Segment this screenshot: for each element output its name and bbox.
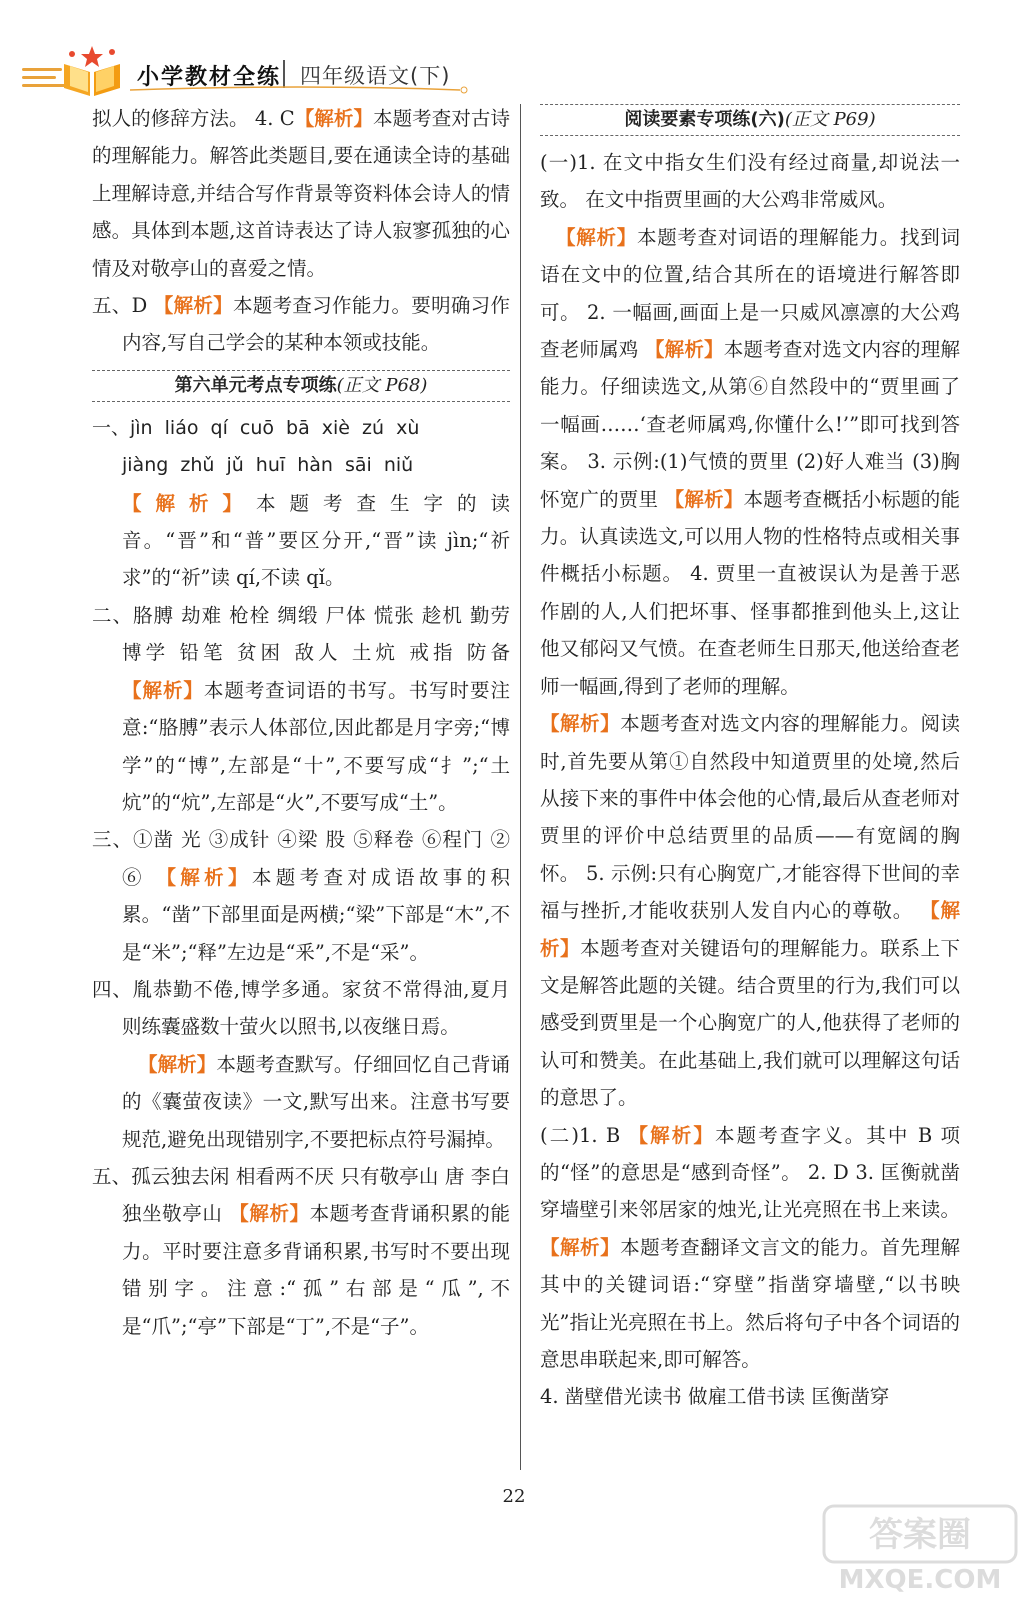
right-column: [540, 100, 960, 1416]
header-subtitle: 四年级语文(下): [300, 64, 451, 88]
answer-para: 三、①凿 光 ③成针 ④梁 股 ⑤释卷 ⑥程门 ② ⑥ 【解析】本题考查对成语故事的积累。“凿”下部里面是两横;“梁”下部是“木”,不是“米”;“释”左边是“釆”,不是“采”。: [92, 828, 510, 964]
column-divider: [520, 104, 521, 1470]
page-number: 22: [502, 1486, 526, 1507]
header-title: 小学教材全练: [137, 65, 282, 90]
answer-para: 五、孤云独去闲 相看两不厌 只有敬亭山 唐 李白 独坐敬亭山 【解析】本题考查背诵积累的能力。平时要注意多背诵积累,书写时不要出现错别字。注意:“孤”右部是“瓜”,不是“爪”;“亭”下部是“丁”,不是“子”。: [92, 1164, 510, 1338]
answer-para: 4. 凿壁借光读书 做雇工借书读 匡衡凿穿: [540, 1385, 890, 1409]
pinyin-line: 一、jìn liáo qí cuō bā xiè zú xù: [92, 416, 420, 439]
header-underline-curve: [130, 82, 470, 96]
left-column: [92, 100, 510, 1345]
answer-para: 二、胳膊 劫难 枪栓 绸缎 尸体 慌张 趁机 勤劳 博学 铅笔 贫困 敌人 土炕 戒指 防备 【解析】本题考查词语的书写。书写时要注意:“胳膊”表示人体部位,因此都是月字旁;“博学”的“博”,左部是“十”,不要写成“扌”;“土炕”的“炕”,左部是“火”,不要写成“土”。: [92, 603, 510, 814]
answer-para: (二)1. B 【解析】本题考查字义。其中 B 项的“怪”的意思是“感到奇怪”。 2. D 3. 匡衡就凿穿墙壁引来邻居家的烛光,让光亮照在书上来读。 【解析】本题考查翻译文言文的能力。首先理解其中的关键词语:“穿壁”指凿穿墙壁,“以书映光”指让光亮照在书上。然后将句子中各个词语的意思串联起来,即可解答。: [540, 1123, 960, 1371]
section-heading: 阅读要素专项练(六)(正文 P69): [540, 104, 960, 136]
answer-para: 拟人的修辞方法。 4. C【解析】本题考查对古诗的理解能力。解答此类题目,要在通读全诗的基础上理解诗意,并结合写作背景等资料体会诗人的情感。具体到本题,这首诗表达了诗人寂寥孤独的心情及对敬亭山的喜爱之情。: [92, 107, 510, 280]
watermark-logo: [820, 1500, 1020, 1596]
answer-para: 五、D 【解析】本题考查习作能力。要明确习作内容,写自己学会的某种本领或技能。: [92, 294, 510, 355]
analysis-tag: 【解析】: [294, 107, 374, 130]
page-header: [0, 0, 1028, 100]
answer-para: 【解析】本题考查生字的读音。“晋”和“普”要区分开,“晋”读 jìn;“祈求”的“祈”读 qí,不读 qǐ。: [122, 491, 510, 590]
section-heading: 第六单元考点专项练(正文 P68): [92, 370, 510, 402]
answer-para: 四、胤恭勤不倦,博学多通。家贫不常得油,夏月则练囊盛数十萤火以照书,以夜继日焉。: [92, 977, 510, 1039]
answer-para: 【解析】本题考查对选文内容的理解能力。阅读时,首先要从第①自然段中知道贾里的处境,然后从接下来的事件中体会他的心情,最后从查老师对贾里的评价中总结贾里的品质——有宽阔的胸怀。 5. 示例:只有心胸宽广,才能容得下世间的幸福与挫折,才能收获别人发自内心的尊敬。 【解析】本题考查对关键语句的理解能力。联系上下文是解答此题的关键。结合贾里的行为,我们可以感受到贾里是一个心胸宽广的人,他获得了老师的认可和赞美。在此基础上,我们就可以理解这句话的意思了。: [540, 712, 960, 1110]
open-book-icon: [60, 44, 124, 98]
answer-para: 【解析】本题考查对词语的理解能力。找到词语在文中的位置,结合其所在的语境进行解答即可。 2. 一幅画,画面上是一只威风凛凛的大公鸡 查老师属鸡 【解析】本题考查对选文内容的理解能力。仔细读选文,从第⑥自然段中的“贾里画了一幅画……‘查老师属鸡,你懂什么!’”即可找到答案。 3. 示例:(1)气愤的贾里 (2)好人难当 (3)胸怀宽广的贾里 【解析】本题考查概括小标题的能力。认真读选文,可以用人物的性格特点或相关事件概括小标题。 4. 贾里一直被误认为是善于恶作剧的人,人们把坏事、怪事都推到他头上,这让他又郁闷又气愤。在查老师生日那天,他送给查老师一幅画,得到了老师的理解。: [540, 225, 960, 698]
pinyin-line: jiàng zhǔ jǔ huī hàn sāi niǔ: [122, 454, 414, 477]
answer-para: (一)1. 在文中指女生们没有经过商量,却说法一致。 在文中指贾里画的大公鸡非常威风。: [540, 151, 960, 212]
svg-text:答案圈: 答案圈: [869, 1515, 971, 1555]
svg-text:MXQE.COM: MXQE.COM: [838, 1565, 1002, 1595]
answer-para: 【解析】本题考查默写。仔细回忆自己背诵的《囊萤夜读》一文,默写出来。注意书写要规范,避免出现错别字,不要把标点符号漏掉。: [122, 1052, 510, 1151]
